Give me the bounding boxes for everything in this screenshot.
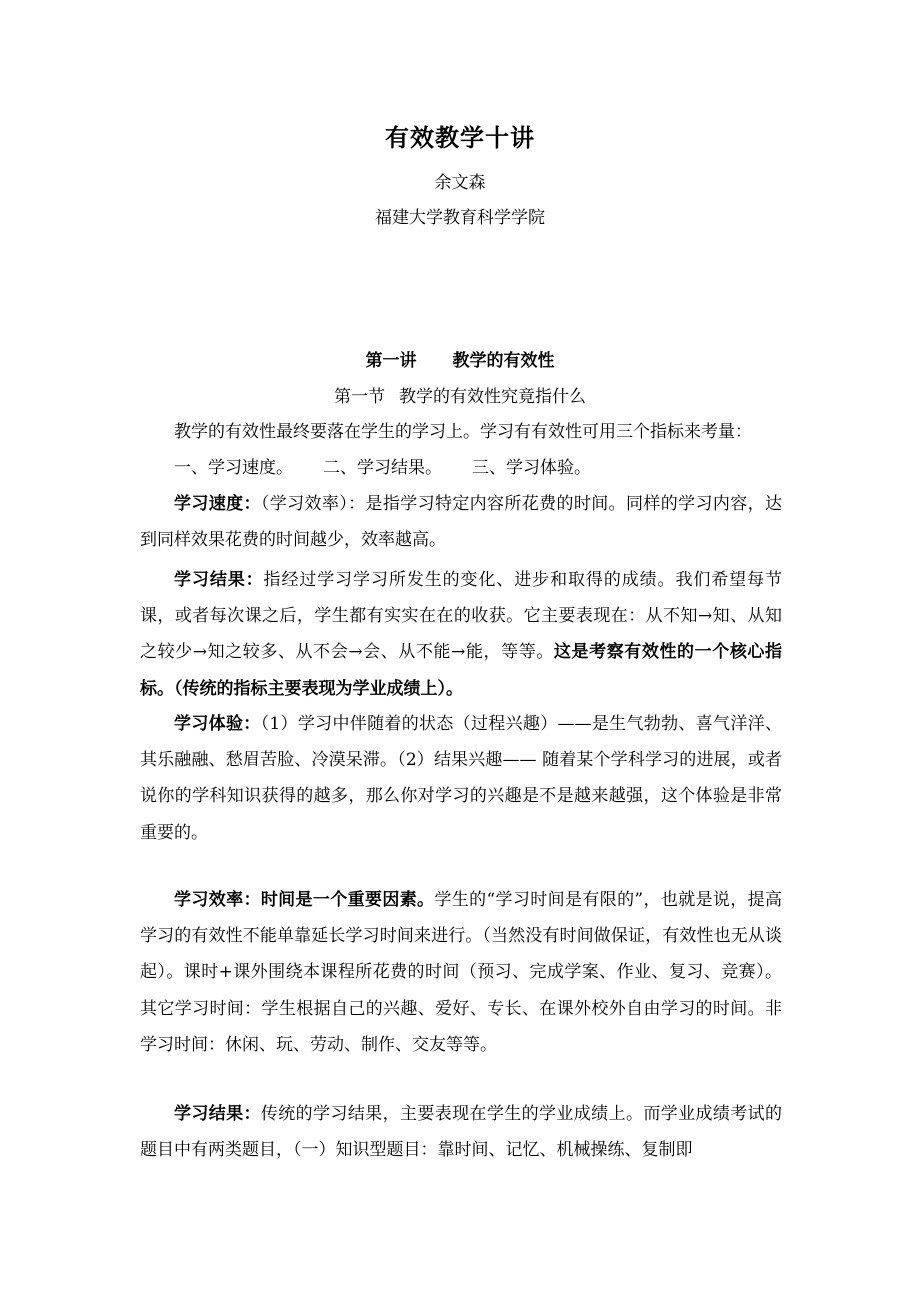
intro-sentence: 教学的有效性最终要落在学生的学习上。学习有有效性可用三个指标来考量： xyxy=(174,422,752,442)
experience-paragraph xyxy=(140,706,782,851)
section-number: 第一节 xyxy=(334,387,385,407)
speed-label: 学习速度： xyxy=(174,494,261,514)
lecture-number: 第一讲 xyxy=(365,351,417,371)
author-affiliation: 福建大学教育科学学院 xyxy=(375,208,545,228)
indicator-experience: 三、学习体验。 xyxy=(472,458,591,479)
indicator-result: 二、学习结果。 xyxy=(323,458,442,479)
speed-text: （学习效率）：是指学习特定内容所花费的时间。同样的学习内容，达到同样效果花费的时间越少，效率越高。 xyxy=(140,494,783,551)
result2-label: 学习结果： xyxy=(174,1104,261,1124)
author-name: 余文森 xyxy=(434,173,486,193)
efficiency-paragraph xyxy=(140,882,782,1063)
lecture-name: 教学的有效性 xyxy=(452,351,555,371)
section-heading xyxy=(0,382,920,407)
result2-text: 传统的学习结果，主要表现在学生的学业成绩上。而学业成绩考试的题目中有两类题目，（一）知识型题目：靠时间、记忆、机械操练、复制即 xyxy=(140,1104,783,1161)
document-title: 有效教学十讲 xyxy=(385,123,535,152)
result-text: 指经过学习学习所发生的变化、进步和取得的成绩。我们希望每节课，或者每次课之后，学生都有实实在在的收获。它主要表现在：从不知→知、从知之较少→知之较多、从不会→会、从不能→能，等等。 xyxy=(140,570,783,663)
section-name: 教学的有效性究竟指什么 xyxy=(399,387,586,407)
experience-label: 学习体验： xyxy=(174,714,261,734)
efficiency-text: 学生的“学习时间是有限的”，也就是说，提高学习的有效性不能单靠延长学习时间来进行。（当然没有时间做保证，有效性也无从谈起）。课时+课外围绕本课程所花费的时间（预习、完成学案、作业、复习、竞赛）。其它学习时间：学生根据自己的兴趣、爱好、专长、在课外校外自由学习的时间。非学习时间：休闲、玩、劳动、制作、交友等等。 xyxy=(140,890,783,1055)
result2-paragraph xyxy=(140,1096,782,1168)
result-paragraph xyxy=(140,562,782,707)
efficiency-label: 学习效率： xyxy=(174,890,261,910)
indicator-speed: 一、学习速度。 xyxy=(174,458,293,479)
result-label: 学习结果： xyxy=(174,570,264,590)
intro-paragraph xyxy=(140,414,782,486)
indicator-list xyxy=(140,450,782,486)
speed-paragraph xyxy=(140,486,782,558)
lecture-heading xyxy=(0,346,920,371)
experience-text: （1）学习中伴随着的状态（过程兴趣）——是生气勃勃、喜气洋洋、其乐融融、愁眉苦脸、冷漠呆滞。（2）结果兴趣—— 随着某个学科学习的进展，或者说你的学科知识获得的越多，那么你对学习的兴趣是不是越来越强，这个体验是非常重要的。 xyxy=(140,714,782,843)
result-emphasis: 这是考察有效性的一个核心指标。（传统的指标主要表现为学业成绩上）。 xyxy=(140,642,783,699)
efficiency-emphasis: 时间是一个重要因素。 xyxy=(260,890,435,910)
